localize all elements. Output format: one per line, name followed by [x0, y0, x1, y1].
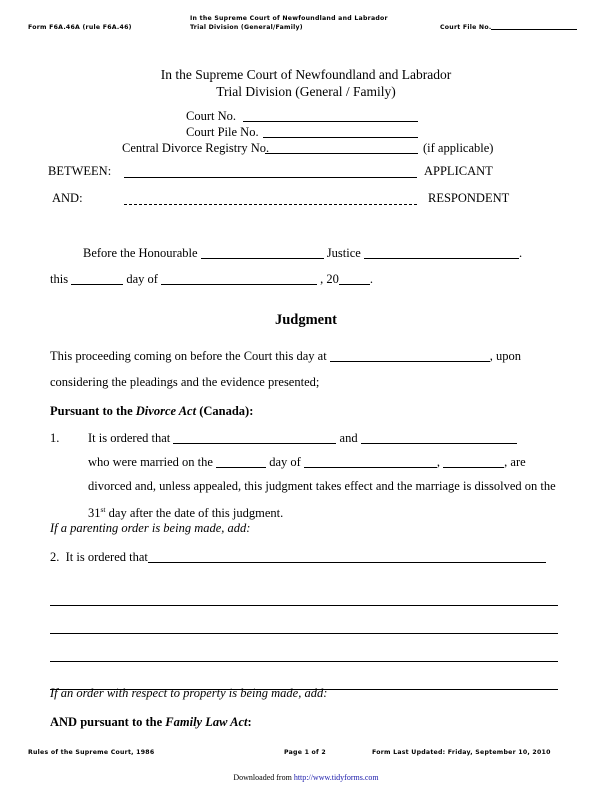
between-label: BETWEEN: [48, 164, 112, 178]
ordinal-suffix: st [100, 505, 106, 514]
court-file-no-row [0, 124, 612, 140]
applicant-row [0, 164, 612, 191]
item-1-line2-end: , are [504, 455, 526, 469]
honourable-name-blank[interactable] [201, 258, 324, 259]
blank-line[interactable] [50, 578, 558, 606]
court-file-no-blank-body[interactable] [263, 137, 418, 138]
divorce-act-italic: Divorce Act [135, 404, 197, 418]
blank-write-in-lines [50, 578, 558, 690]
item-1-line4-pre: 31 [88, 506, 101, 521]
item-2-number: 2. [50, 550, 60, 564]
respondent-row [0, 191, 612, 218]
running-head-court-line2: Trial Division (General/Family) [190, 24, 303, 31]
ordered-item-2 [50, 550, 570, 565]
day-blank[interactable] [71, 284, 123, 285]
court-no-label: Court No. [186, 109, 236, 123]
footer-last-updated: Form Last Updated: Friday, September 10, 2010 [372, 749, 551, 756]
proceeding-paragraph [50, 343, 570, 395]
download-url-link[interactable]: http://www.tidyforms.com [293, 773, 379, 782]
running-head-court [190, 14, 440, 32]
applicant-label: APPLICANT [424, 164, 493, 178]
item-2-blank[interactable] [148, 562, 546, 563]
court-file-no-field[interactable] [440, 23, 577, 32]
applicant-name-blank[interactable] [124, 177, 417, 178]
download-attribution [0, 773, 612, 782]
honourable-line-end: . [518, 246, 523, 260]
marriage-month-blank[interactable] [304, 467, 437, 468]
court-title [0, 66, 612, 100]
running-head-court-line1: In the Supreme Court of Newfoundland and Labrador [190, 15, 388, 22]
marriage-year-blank[interactable] [443, 467, 504, 468]
central-divorce-label: Central Divorce Registry No. [122, 141, 270, 155]
court-no-blank[interactable] [243, 121, 418, 122]
year-prefix: 20 [326, 272, 339, 286]
family-law-heading-post: : [247, 715, 252, 729]
item-1-day-of: day of [269, 455, 301, 469]
court-file-no-label: Court File No. [440, 24, 492, 31]
date-line [50, 266, 570, 292]
justice-name-blank[interactable] [364, 258, 519, 259]
marriage-day-blank[interactable] [216, 467, 266, 468]
date-comma: , [320, 272, 324, 286]
respondent-name-blank[interactable] [124, 204, 417, 205]
property-note: If an order with respect to property is being made, add: [50, 686, 328, 700]
download-prefix: Downloaded from [233, 773, 294, 782]
footer-rules-reference: Rules of the Supreme Court, 1986 [28, 749, 155, 756]
before-honourable-label: Before the Honourable [83, 246, 198, 260]
honourable-line [83, 240, 570, 266]
day-of-label: day of [126, 272, 158, 286]
central-divorce-row [0, 140, 612, 156]
blank-line[interactable] [50, 634, 558, 662]
spouse-1-blank[interactable] [173, 443, 336, 444]
court-file-no-label-body: Court Pile No. [186, 125, 259, 139]
date-line-end: . [369, 272, 374, 286]
item-1-line1-pre: It is ordered that [88, 431, 171, 445]
proceeding-line2: considering the pleadings and the evidence presented; [50, 375, 320, 389]
central-divorce-blank[interactable] [265, 153, 418, 154]
item-1-line1 [88, 426, 570, 450]
item-1-number: 1. [50, 431, 60, 445]
footer-page-number: Page 1 of 2 [284, 749, 326, 756]
item-1-and: and [339, 431, 358, 445]
proceeding-line1-post: , upon [489, 349, 522, 363]
divorce-act-heading [50, 404, 570, 419]
item-1-line2-pre: who were married on the [88, 455, 213, 469]
divorce-act-heading-pre: Pursuant to the [50, 404, 136, 418]
item-1-comma: , [436, 455, 441, 469]
item-1-body [88, 426, 570, 525]
parenting-note: If a parenting order is being made, add: [50, 521, 251, 535]
divorce-act-heading-post: (Canada): [196, 404, 254, 418]
proceeding-line1 [50, 343, 570, 369]
court-file-no-blank[interactable] [491, 29, 577, 30]
judgment-heading: Judgment [274, 312, 338, 328]
court-title-line1: In the Supreme Court of Newfoundland and Labrador [160, 67, 452, 82]
case-numbers-block [0, 108, 612, 156]
family-law-act-heading [50, 715, 252, 730]
before-honourable-block [50, 240, 570, 292]
respondent-label: RESPONDENT [428, 191, 510, 205]
court-no-row [0, 108, 612, 124]
form-reference: Form F6A.46A (rule F6A.46) [28, 24, 132, 31]
and-label: AND: [52, 191, 83, 205]
family-law-act-italic: Family Law Act [165, 715, 248, 729]
item-1-line4-post: day after the date of this judgment. [105, 506, 284, 521]
ordered-item-1 [50, 426, 570, 525]
parties-block [0, 164, 612, 218]
year-blank[interactable] [339, 284, 370, 285]
family-law-heading-pre: AND pursuant to the [50, 715, 166, 729]
if-applicable-note: (if applicable) [423, 141, 494, 155]
proceeding-place-blank[interactable] [330, 361, 490, 362]
item-2-text: It is ordered that [65, 550, 148, 564]
month-blank[interactable] [161, 284, 317, 285]
this-label: this [50, 272, 69, 286]
spouse-2-blank[interactable] [361, 443, 517, 444]
item-1-line2 [88, 450, 570, 474]
proceeding-line1-text: This proceeding coming on before the Court this day at [50, 349, 327, 363]
justice-label: Justice [326, 246, 361, 260]
blank-line[interactable] [50, 606, 558, 634]
court-title-line2: Trial Division (General / Family) [216, 84, 396, 99]
item-1-line3: divorced and, unless appealed, this judgment takes effect and the marriage is dissolved on the [88, 479, 556, 493]
